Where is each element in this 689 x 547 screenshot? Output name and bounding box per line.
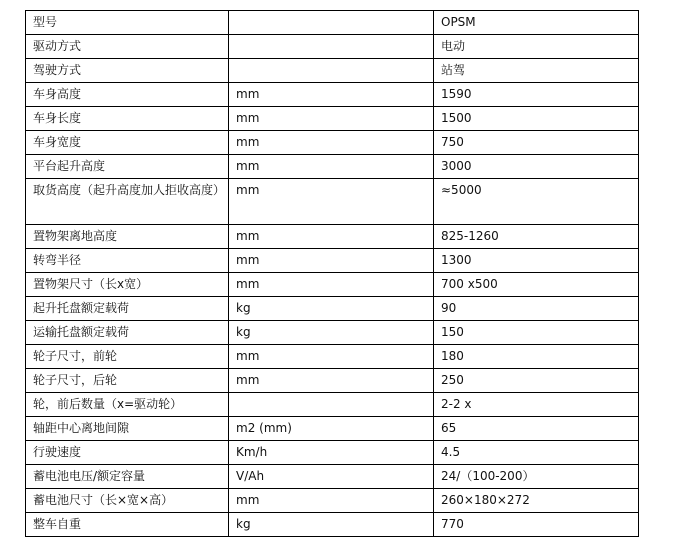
param-name: 车身宽度 <box>26 131 229 155</box>
param-name: 轮子尺寸，前轮 <box>26 345 229 369</box>
table-row <box>26 59 639 83</box>
param-value: 750 <box>434 131 639 155</box>
param-value: 260×180×272 <box>434 489 639 513</box>
table-row <box>26 345 639 369</box>
table-row <box>26 393 639 417</box>
param-value: 1590 <box>434 83 639 107</box>
table-row <box>26 417 639 441</box>
param-value: 825-1260 <box>434 225 639 249</box>
table-row <box>26 11 639 35</box>
table-row <box>26 321 639 345</box>
param-value: 1300 <box>434 249 639 273</box>
param-unit: mm <box>229 155 434 179</box>
param-value: 24/（100-200） <box>434 465 639 489</box>
param-name: 轮，前后数量（x=驱动轮） <box>26 393 229 417</box>
table-row <box>26 107 639 131</box>
param-name: 型号 <box>26 11 229 35</box>
param-name: 驾驶方式 <box>26 59 229 83</box>
table-row <box>26 369 639 393</box>
table-row <box>26 297 639 321</box>
param-value: 90 <box>434 297 639 321</box>
param-unit <box>229 35 434 59</box>
param-unit: kg <box>229 297 434 321</box>
param-name: 运输托盘额定载荷 <box>26 321 229 345</box>
param-unit: kg <box>229 513 434 537</box>
param-value: OPSM <box>434 11 639 35</box>
table-row <box>26 225 639 249</box>
param-unit: m2 (mm) <box>229 417 434 441</box>
table-row <box>26 513 639 537</box>
param-name: 整车自重 <box>26 513 229 537</box>
param-name: 轮子尺寸，后轮 <box>26 369 229 393</box>
param-name: 蓄电池尺寸（长×宽×高） <box>26 489 229 513</box>
table-row <box>26 83 639 107</box>
param-name: 车身长度 <box>26 107 229 131</box>
table-row <box>26 155 639 179</box>
table-row <box>26 465 639 489</box>
param-unit: kg <box>229 321 434 345</box>
param-value: ≈5000 <box>434 179 639 225</box>
table-row <box>26 489 639 513</box>
table-row <box>26 131 639 155</box>
param-name: 取货高度（起升高度加人拒收高度） <box>26 179 229 225</box>
param-name: 置物架离地高度 <box>26 225 229 249</box>
param-unit: mm <box>229 225 434 249</box>
param-unit: mm <box>229 273 434 297</box>
param-value: 770 <box>434 513 639 537</box>
param-unit <box>229 393 434 417</box>
table-row <box>26 35 639 59</box>
param-unit: mm <box>229 489 434 513</box>
param-name: 行驶速度 <box>26 441 229 465</box>
param-unit: mm <box>229 131 434 155</box>
param-name: 置物架尺寸（长x宽） <box>26 273 229 297</box>
param-value: 1500 <box>434 107 639 131</box>
param-value: 250 <box>434 369 639 393</box>
param-unit: mm <box>229 179 434 225</box>
table-row <box>26 441 639 465</box>
param-name: 蓄电池电压/额定容量 <box>26 465 229 489</box>
table-row <box>26 179 639 225</box>
param-value: 4.5 <box>434 441 639 465</box>
param-name: 转弯半径 <box>26 249 229 273</box>
param-value: 站驾 <box>434 59 639 83</box>
param-unit <box>229 59 434 83</box>
param-name: 起升托盘额定载荷 <box>26 297 229 321</box>
param-value: 3000 <box>434 155 639 179</box>
param-value: 2-2 x <box>434 393 639 417</box>
param-name: 平台起升高度 <box>26 155 229 179</box>
table-row <box>26 249 639 273</box>
table-row <box>26 273 639 297</box>
param-value: 700 x500 <box>434 273 639 297</box>
param-name: 驱动方式 <box>26 35 229 59</box>
param-value: 65 <box>434 417 639 441</box>
param-unit <box>229 11 434 35</box>
param-name: 车身高度 <box>26 83 229 107</box>
param-unit: mm <box>229 369 434 393</box>
param-value: 150 <box>434 321 639 345</box>
spec-table <box>25 10 639 537</box>
param-value: 电动 <box>434 35 639 59</box>
param-unit: mm <box>229 83 434 107</box>
param-unit: V/Ah <box>229 465 434 489</box>
param-unit: Km/h <box>229 441 434 465</box>
param-unit: mm <box>229 249 434 273</box>
param-value: 180 <box>434 345 639 369</box>
param-unit: mm <box>229 345 434 369</box>
param-unit: mm <box>229 107 434 131</box>
param-name: 轴距中心离地间隙 <box>26 417 229 441</box>
